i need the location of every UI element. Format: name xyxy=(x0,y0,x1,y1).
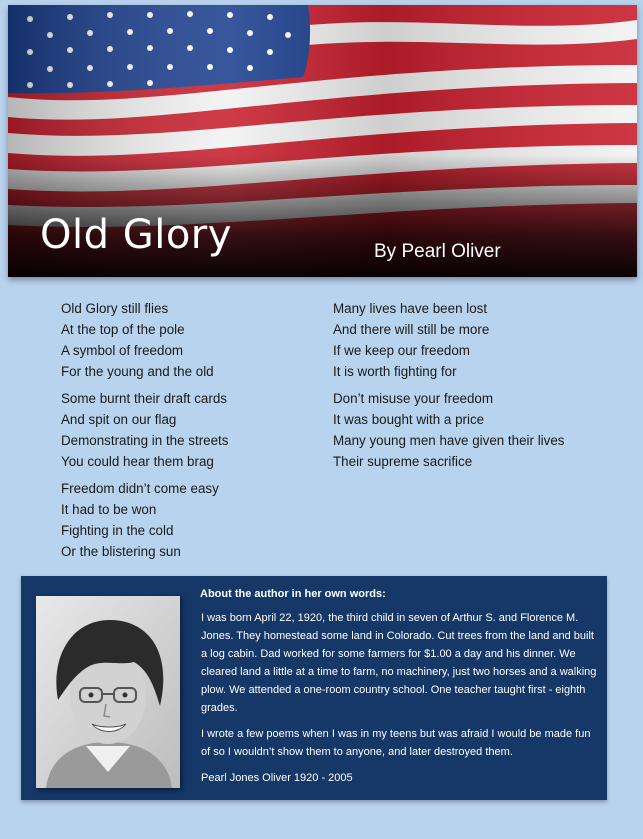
stanza-2 xyxy=(61,388,228,472)
poem-line: Many lives have been lost xyxy=(333,301,488,316)
poem-right-column xyxy=(333,298,565,478)
poem-line: It had to be won xyxy=(61,502,157,517)
poem-line: For the young and the old xyxy=(61,364,214,379)
poem-line: It was bought with a price xyxy=(333,412,485,427)
about-heading: About the author in her own words: xyxy=(200,588,386,600)
poem-line: A symbol of freedom xyxy=(61,343,184,358)
poem-line: Some burnt their draft cards xyxy=(61,391,227,406)
poem-line: Or the blistering sun xyxy=(61,544,181,559)
flag-banner xyxy=(8,5,637,277)
about-body xyxy=(201,609,599,795)
author-box xyxy=(21,576,607,800)
poem-left-column xyxy=(61,298,228,568)
stanza-3 xyxy=(61,478,228,562)
stanza-5 xyxy=(333,388,565,472)
poem-line: You could hear them brag xyxy=(61,454,214,469)
poem-line: Old Glory still flies xyxy=(61,301,169,316)
poem-line: If we keep our freedom xyxy=(333,343,470,358)
poem-line: Many young men have given their lives xyxy=(333,433,565,448)
poem-line: At the top of the pole xyxy=(61,322,185,337)
poem-byline: By Pearl Oliver xyxy=(374,241,501,262)
poem-line: And spit on our flag xyxy=(61,412,177,427)
author-lifespan: Pearl Jones Oliver 1920 - 2005 xyxy=(201,772,353,784)
poem-line: Don’t misuse your freedom xyxy=(333,391,494,406)
poem-line: Freedom didn’t come easy xyxy=(61,481,219,496)
portrait-image xyxy=(36,596,180,788)
poem-line: And there will still be more xyxy=(333,322,490,337)
stanza-4 xyxy=(333,298,565,382)
about-paragraph: I wrote a few poems when I was in my teens but was afraid I would be made fun of so I wouldn’t show them to anyone, and later destroyed them. xyxy=(201,728,591,758)
author-photo xyxy=(36,596,180,788)
about-paragraph: I was born April 22, 1920, the third child in seven of Arthur S. and Florence M. Jones. They homestead some land in Colorado. Cut trees from the land and built a log cabin. Dad worked for some farmers for $1.00 a day and his dinner. We cleared land a little at a time to farm, no machinery, just two horses and a walking plow. We attended a one-room country school. One teacher taught first - eighth grades. xyxy=(201,612,597,714)
stanza-1 xyxy=(61,298,228,382)
poem-line: Fighting in the cold xyxy=(61,523,174,538)
poem-line: Demonstrating in the streets xyxy=(61,433,229,448)
poem-line: It is worth fighting for xyxy=(333,364,457,379)
poem-title: Old Glory xyxy=(40,212,232,258)
poem-line: Their supreme sacrifice xyxy=(333,454,473,469)
